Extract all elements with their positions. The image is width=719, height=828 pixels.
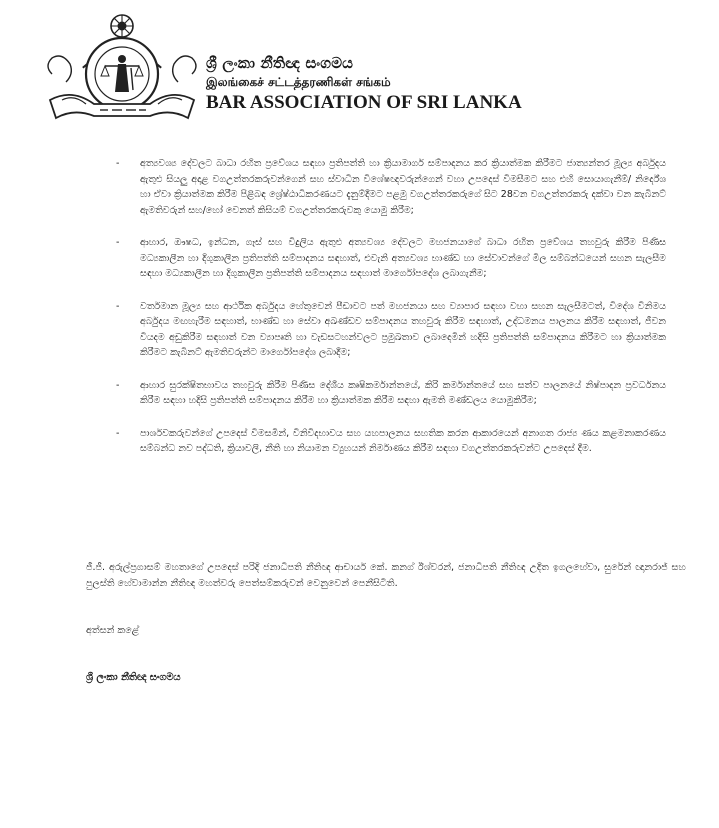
- list-item-text: ආහාර, ඖෂධ, ඉන්ධන, ගෑස් සහ විදුලිය ඇතුළු අත්‍යවශ්‍ය දේවලට මහජනයාගේ බාධා රහිත ප්‍රවේශය තහවුරු කිරීම පිණිස මධ්‍යකාලීන හා දිගුකාලීන ප්‍රතිපත්ති සම්පාදනය සඳහාත්, එවැනි අත්‍යවශ්‍ය භාණ්ඩ හා සේවාවන්ගේ මිල සම්බන්ධයෙන් සහන සැලසීම සඳහා මධ්‍යකාලීන හා දිගුකාලීන ප්‍රතිපත්ති සම්පාදනය සඳහාත් මාර්ගෝපදේශ ලබාගැනීම;: [140, 237, 666, 279]
- list-item: [116, 156, 666, 218]
- list-item: [116, 299, 666, 361]
- list-bullet: -: [116, 300, 120, 312]
- bar-association-emblem-icon: [42, 8, 202, 126]
- signoff-text: අත්සන් කළේ: [86, 625, 140, 636]
- list-item-text: පාර්ශවකරුවන්ගේ උපදෙස් විමසමින්, විනිවිදභාවය සහ යහපාලනය සහතික කරන ආකාරයෙන් අනාගත රාජ්‍ය ණය කළමනාකරණය සම්බන්ධ නව පද්ධති, ක්‍රියාවලි, නීති හා නියාමන ව්‍යුහයන් නිර්මාණය කිරීම සඳහා වගඋත්තරකරුවන්ට උපදෙස් දීම.: [140, 427, 666, 454]
- org-name-tamil: இலங்கைச் சட்டத்தரணிகள் சங்கம்: [206, 75, 391, 89]
- signature-organization: ශ්‍රී ලංකා නීතිඥ සංගමය: [86, 672, 181, 683]
- letterhead: [40, 6, 700, 126]
- org-name-english: BAR ASSOCIATION OF SRI LANKA: [206, 92, 522, 113]
- organization-name-block: [206, 54, 522, 114]
- list-item-text: අත්‍යවශ්‍ය දේවලට බාධා රහිත ප්‍රවේශය සඳහා ප්‍රතිපත්ති හා ක්‍රියාමාර්ග සම්පාදනය කර ක්‍රියාත්මක කිරීමට ජාත්‍යන්තර මූල්‍ය අර්බුදය ඇතුළු සියලු අදාළ වගඋත්තරකරුවන්ගෙන් සහ ස්වාධීන විශේෂඥවරුන්ගෙන් වහා උපදෙස් විමසීමට සහ එහි සොයාගැනීම්/ නිර්දේශ හා ඒවා ක්‍රියාත්මක කිරීම පිළිබඳ ශ්‍රේෂ්ඨාධිකරණයට දැනුම්දීමට පළමු වගඋත්තරකරුගේ සිට 28වන වගඋත්තරකරු දක්වා වන කැබිනට් ඇමතිවරුන් සහ/හෝ වෙනත් කිසියම් වගඋත්තරකරුවකු යොමු කිරීම;: [140, 158, 666, 216]
- list-item-text: වර්තමාන මූල්‍ය සහ ආර්ථික අර්බුදය හේතුවෙන් පීඩාවට පත් මහජනයා සහ ව්‍යාපාර සඳහා වහා සහන සැලසීමටත්, විදේශ විනිමය අර්බුදය මඟහැරීම සඳහාත්, භාණ්ඩ හා සේවා අඛණ්ඩව සම්පාදනය තහවුරු කිරීම සඳහාත්, උද්ධමනය පාලනය කිරීම සඳහාත්, ජීවන වියදම අඩුකිරීම සඳහාත් වන ව්‍යාපෘති හා වැඩසටහන්වලට ප්‍රමුඛතාව ලබාදෙමින් හදිසි ප්‍රතිපත්ති සම්පාදනය කිරීමට හා ක්‍රියාත්මක කිරීමට කැබිනට් ඇමතිවරුන්ට මාර්ගෝපදේශ ලබාදීම;: [140, 300, 666, 358]
- list-item-text: ආහාර සුරක්ෂිතභාවය තහවුරු කිරීම පිණිස දේශීය කෘෂිකර්මාන්තයේ, කිරි කර්මාන්තයේ සහ සත්ව පාලනයේ නිෂ්පාදන ප්‍රවර්ධනය කිරීම සඳහා හදිසි ප්‍රතිපත්ති සම්පාදනය කිරීම හා ක්‍රියාත්මක කිරීම සඳහා ඇමති මණ්ඩලය යොමුකිරීම;: [140, 379, 666, 406]
- relief-list: [116, 156, 666, 474]
- list-bullet: -: [116, 379, 120, 391]
- closing-paragraph: ජී.ජී. අරුල්ප්‍රගාසම් මහතාගේ උපදෙස් පරිදි ජනාධිපති නීතිඥ ආචාර්ය කේ. කනග් ඊශ්වරන්, ජනාධිපති නීතිඥ උදිත ඉගලහේවා, සුරේන් ඥානරාජ් සහ පුලස්ති හේවාමාන්න නීතිඥ මහත්වරු පෙත්සම්කරුවන් වෙනුවෙන් පෙනීසිටිති.: [86, 561, 686, 589]
- list-item: [116, 378, 666, 409]
- list-bullet: -: [116, 237, 120, 248]
- list-item: [116, 235, 666, 282]
- org-name-sinhala: ශ්‍රී ලංකා නීතිඥ සංගමය: [206, 54, 354, 72]
- list-bullet: -: [116, 158, 120, 169]
- list-bullet: -: [116, 427, 120, 439]
- list-item: [116, 426, 666, 457]
